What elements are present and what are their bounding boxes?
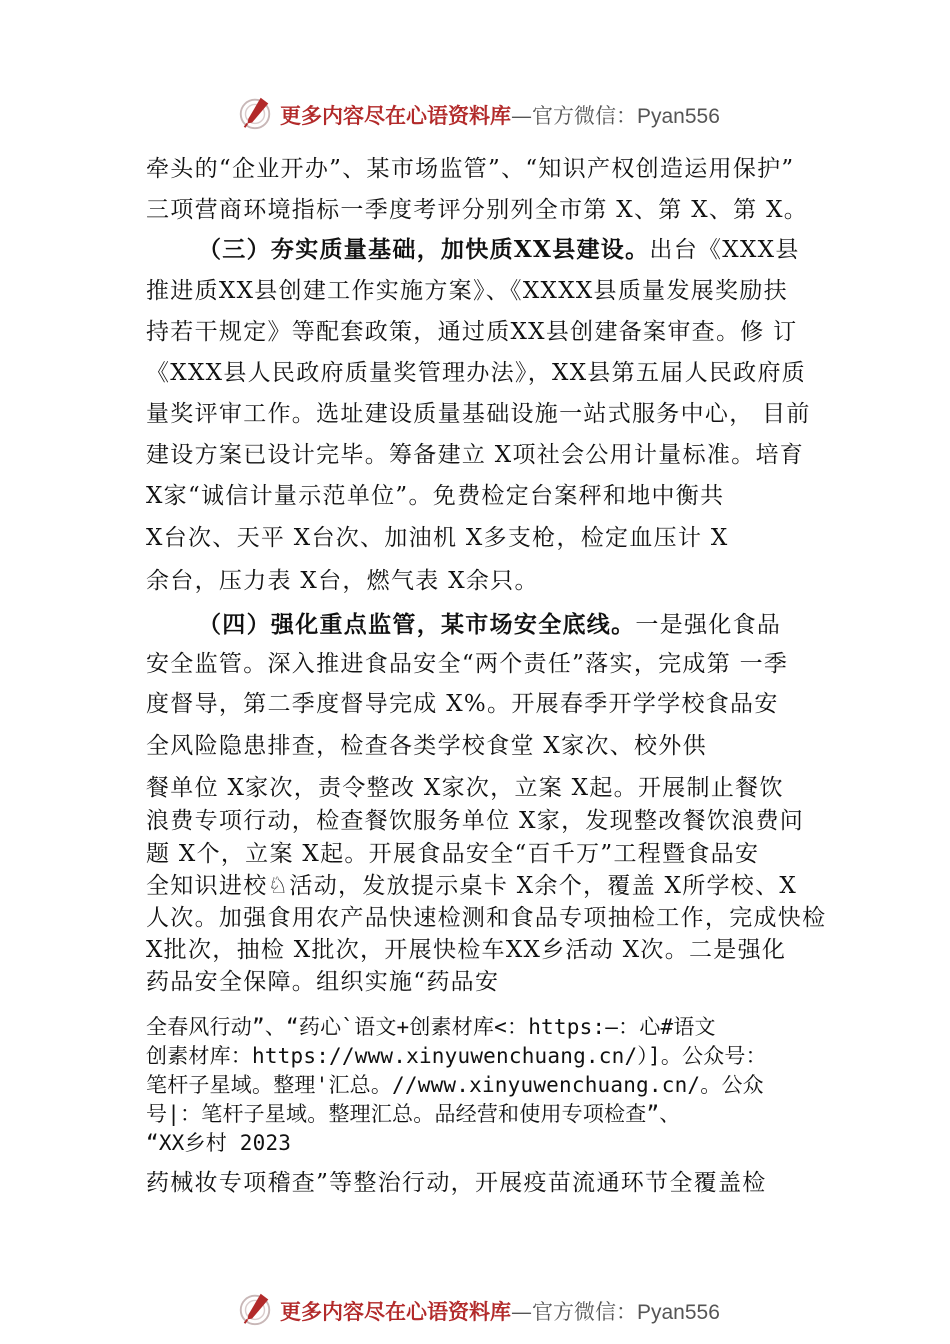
text-line: 《XXX县人民政府质量奖管理办法》，XX县第五届人民政府质 xyxy=(146,360,807,386)
text-line: 药械妆专项稽查”等整治行动，开展疫苗流通环节全覆盖检 xyxy=(146,1170,767,1196)
banner-prefix: 更多内容尽在心语资料库 xyxy=(280,103,511,128)
text-line: 三项营商环境指标一季度考评分别列全市第 X、第 X、第 X。 xyxy=(146,197,809,223)
text-line: X台次、天平 X台次、加油机 X多支枪，检定血压计 X xyxy=(146,525,729,551)
banner-suffix: 官方微信： xyxy=(532,1300,637,1324)
banner-prefix: 更多内容尽在心语资料库 xyxy=(280,1299,511,1324)
text-line: 建设方案已设计完毕。筹备建立 X项社会公用计量标准。培育 xyxy=(146,442,805,468)
text-line: 餐单位 X家次，责令整改 X家次，立案 X起。开展制止餐饮 xyxy=(146,775,784,801)
pen-logo-icon xyxy=(236,94,274,132)
text-line: 牵头的“企业开办”、某市场监管”、“知识产权创造运用保护” xyxy=(146,156,795,182)
banner-text xyxy=(280,100,720,130)
section-heading: （三）夯实质量基础，加快质XX县建设。 xyxy=(198,236,650,263)
text-line: 题 X个，立案 X起。开展食品安全“百千万”工程暨食品安 xyxy=(146,841,760,867)
text-line: 度督导，第二季度督导完成 X%。开展春季开学学校食品安 xyxy=(146,691,779,717)
text-line: 药品安全保障。组织实施“药品安 xyxy=(146,969,500,995)
banner-wechat-id: Pyan556 xyxy=(637,1301,720,1324)
text-line: 号|：笔杆子星域。整理汇总。品经营和使用专项检查”、 xyxy=(146,1102,681,1126)
banner-dash: — xyxy=(511,104,532,128)
text-line: 安全监管。深入推进食品安全“两个责任”落实，完成第 一季 xyxy=(146,651,789,677)
text-line-heading xyxy=(198,236,800,264)
text-line: 浪费专项行动，检查餐饮服务单位 X家，发现整改餐饮浪费问 xyxy=(146,808,805,834)
header-banner xyxy=(0,94,950,134)
pen-logo-icon xyxy=(236,1290,274,1328)
text-line: 人次。加强食用农产品快速检测和食品专项抽检工作，完成快检 xyxy=(146,905,827,931)
text-line: X批次，抽检 X批次，开展快检车XX乡活动 X次。二是强化 xyxy=(146,937,787,963)
text-line: 量奖评审工作。选址建设质量基础设施一站式服务中心， 目前 xyxy=(146,401,811,427)
banner-suffix: 官方微信： xyxy=(532,104,637,128)
banner-dash: — xyxy=(511,1300,532,1324)
text-line: X家“诚信计量示范单位”。免费检定台案秤和地中衡共 xyxy=(146,483,725,509)
banner-wechat-id: Pyan556 xyxy=(637,105,720,128)
text-line: 笔杆子星域。整理'汇总。//www.xinyuwenchuang.cn/。公众 xyxy=(146,1073,764,1097)
text-line: 全风险隐患排查，检查各类学校食堂 X家次、校外供 xyxy=(146,733,707,759)
text-line: 全知识进校♘活动，发放提示桌卡 X余个，覆盖 X所学校、X xyxy=(146,873,798,899)
text-span: 一是强化食品 xyxy=(635,612,782,638)
text-line: 推进质XX县创建工作实施方案》、《XXXX县质量发展奖励扶 xyxy=(146,278,788,304)
text-span: 出台《XXX县 xyxy=(649,237,800,263)
text-line: 全春风行动”、“药心`语文+创素材库<：https:—：心#语文 xyxy=(146,1015,716,1039)
text-line: 创素材库：https://www.xinyuwenchuang.cn/）]。公众号： xyxy=(146,1044,767,1068)
text-line: 余台，压力表 X台，燃气表 X余只。 xyxy=(146,568,539,594)
section-heading: （四）强化重点监管，某市场安全底线。 xyxy=(198,611,636,638)
banner-text xyxy=(280,1296,720,1326)
text-line: “XX乡村 2023 xyxy=(146,1131,292,1155)
footer-banner xyxy=(0,1290,950,1330)
text-line-heading xyxy=(198,611,781,639)
text-line: 持若干规定》等配套政策，通过质XX县创建备案审查。修 订 xyxy=(146,319,798,345)
